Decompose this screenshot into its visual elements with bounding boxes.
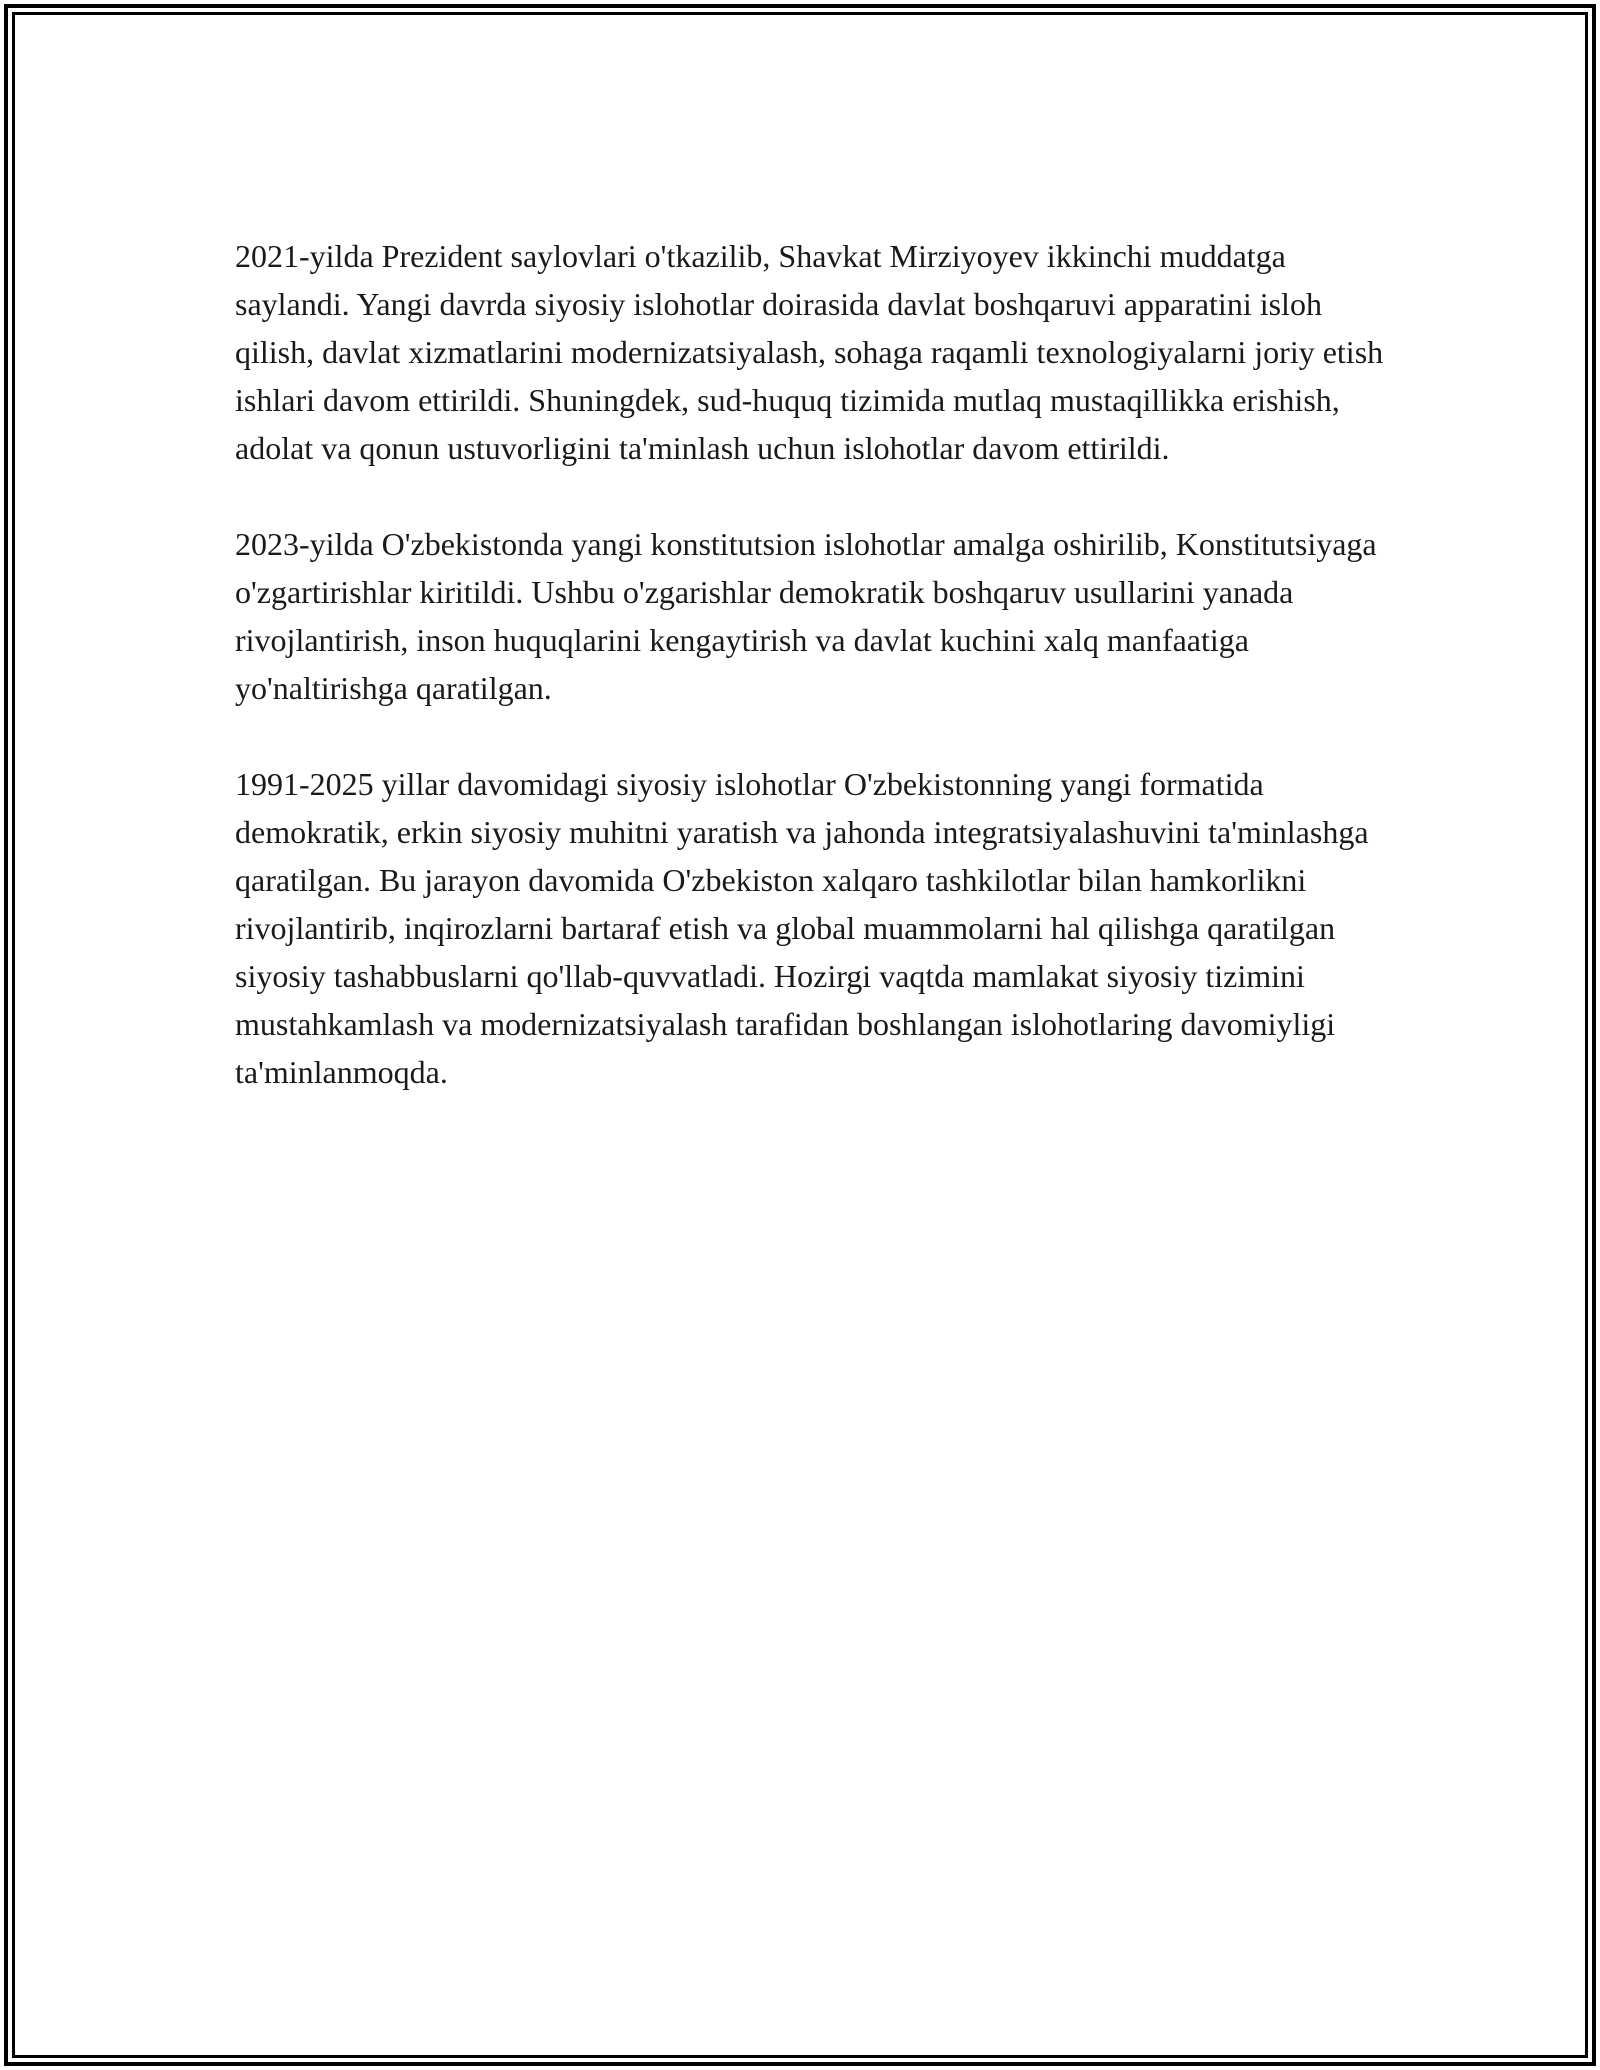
paragraph-2021-elections: 2021-yilda Prezident saylovlari o'tkazilib, Shavkat Mirziyoyev ikkinchi muddatga saylandi. Yangi davrda siyosiy islohotlar doirasida davlat boshqaruvi apparatini isloh qilish, davlat xizmatlarini modernizatsiyalash, sohaga raqamli texnologiyalarni joriy etish ishlari davom ettirildi. Shuningdek, sud-huquq tizimida mutlaq mustaqillikka erishish, adolat va qonun ustuvorligini ta'minlash uchun islohotlar davom ettirildi. [235, 238, 1384, 466]
paragraph-1991-2025-reforms: 1991-2025 yillar davomidagi siyosiy islohotlar O'zbekistonning yangi formatida demokratik, erkin siyosiy muhitni yaratish va jahonda integratsiyalashuvini ta'minlashga qaratilgan. Bu jarayon davomida O'zbekiston xalqaro tashkilotlar bilan hamkorlikni rivojlantirib, inqirozlarni bartaraf etish va global muammolarni hal qilishga qaratilgan siyosiy tashabbuslarni qo'llab-quvvatladi. Hozirgi vaqtda mamlakat siyosiy tizimini mustahkamlash va modernizatsiyalash tarafidan boshlangan islohotlaring davomiyligi ta'minlanmoqda. [235, 766, 1369, 1090]
document-body [235, 232, 1385, 1144]
paragraph-2023-constitution: 2023-yilda O'zbekistonda yangi konstitutsion islohotlar amalga oshirilib, Konstitutsiyaga o'zgartirishlar kiritildi. Ushbu o'zgarishlar demokratik boshqaruv usullarini yanada rivojlantirish, inson huquqlarini kengaytirish va davlat kuchini xalq manfaatiga yo'naltirishga qaratilgan. [235, 526, 1377, 706]
